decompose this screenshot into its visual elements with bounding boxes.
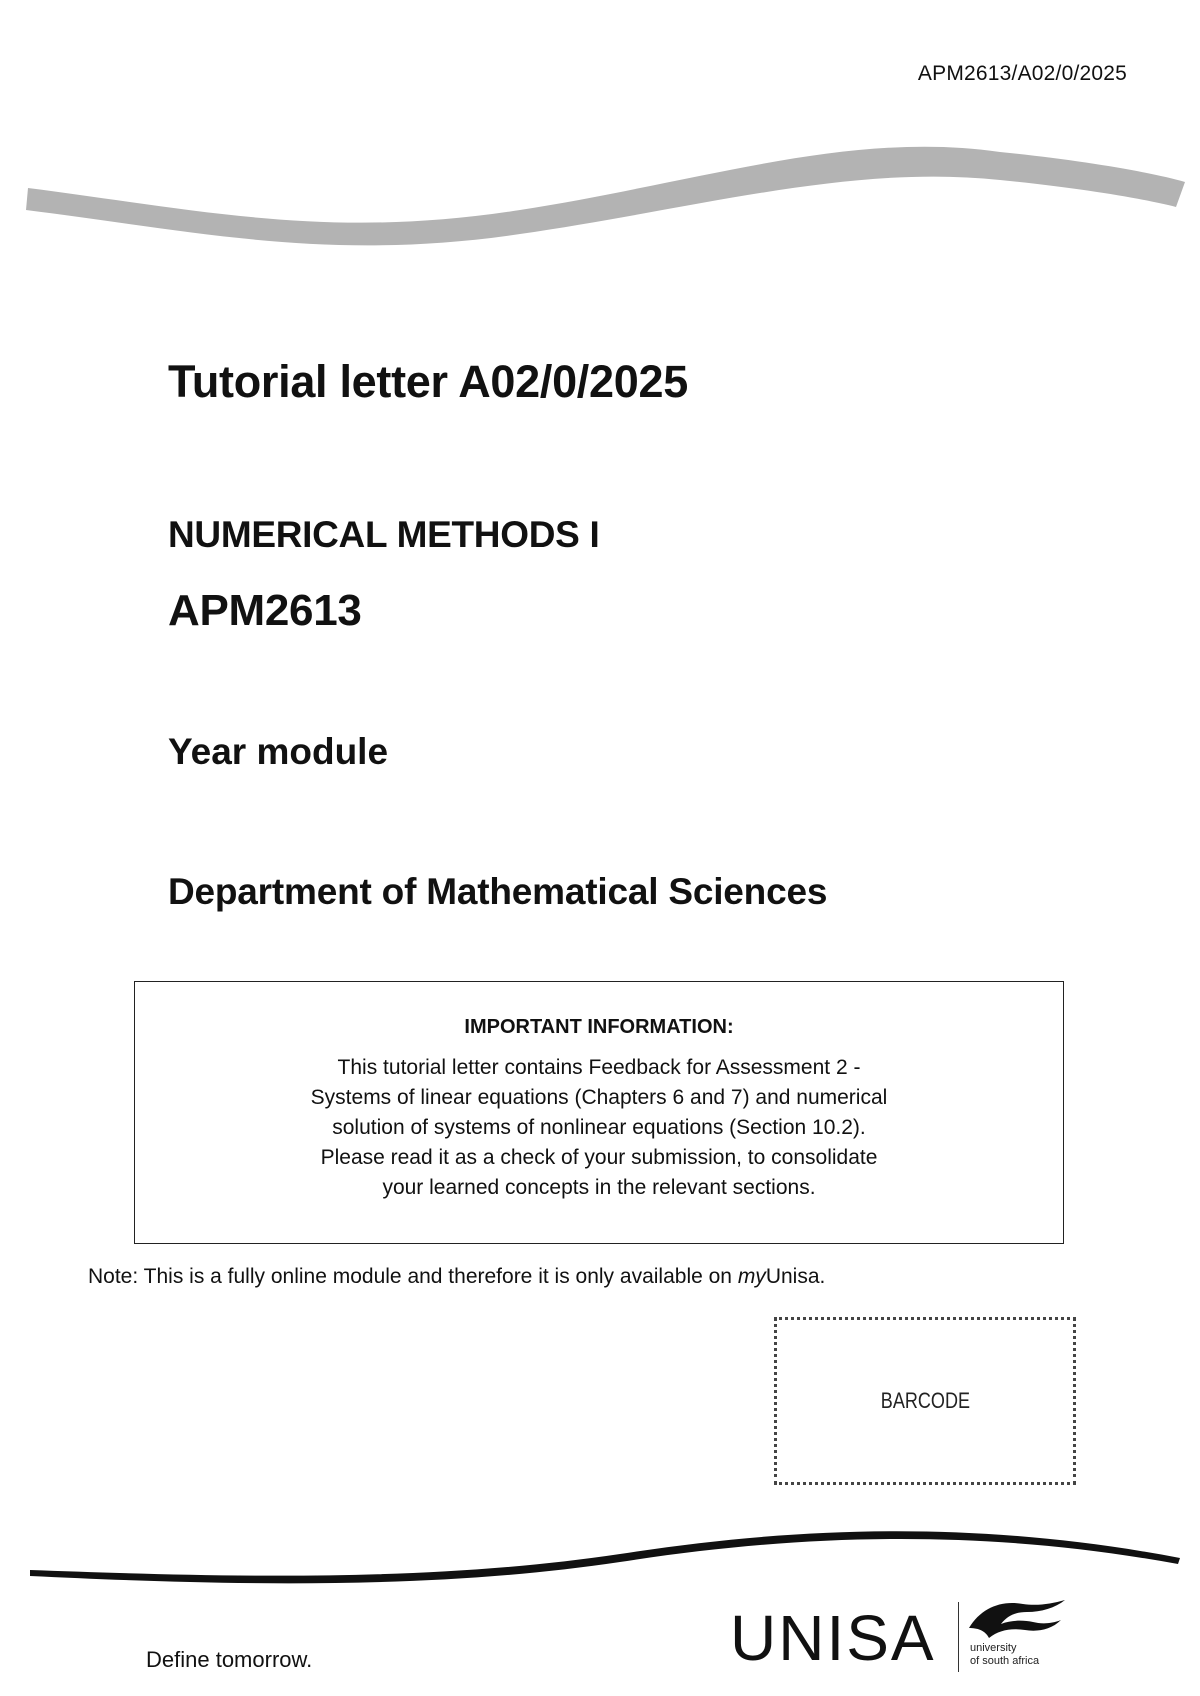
logo-wordmark: UNISA bbox=[730, 1602, 936, 1674]
module-name: NUMERICAL METHODS I bbox=[168, 514, 600, 555]
important-information-box bbox=[134, 981, 1064, 1244]
logo-divider bbox=[958, 1602, 959, 1672]
document-reference: APM2613/A02/0/2025 bbox=[917, 62, 1127, 85]
module-type: Year module bbox=[168, 731, 389, 772]
logo-subtitle-line: of south africa bbox=[970, 1655, 1040, 1667]
footer-tagline: Define tomorrow. bbox=[146, 1647, 313, 1672]
logo-subtitle-line: university bbox=[970, 1642, 1017, 1654]
bottom-decorative-wave bbox=[0, 1510, 1200, 1600]
unisa-logo bbox=[730, 1598, 1090, 1678]
note-brand-italic: my bbox=[737, 1265, 766, 1288]
module-code: APM2613 bbox=[168, 586, 362, 635]
important-information-heading: IMPORTANT INFORMATION: bbox=[464, 1016, 734, 1038]
page-title: Tutorial letter A02/0/2025 bbox=[168, 356, 688, 407]
note-brand: Unisa bbox=[765, 1265, 820, 1288]
barcode-placeholder bbox=[774, 1317, 1076, 1485]
info-line: your learned concepts in the relevant sections. bbox=[382, 1176, 816, 1199]
bird-icon bbox=[967, 1598, 1067, 1642]
info-line: solution of systems of nonlinear equations (Section 10.2). bbox=[332, 1116, 866, 1139]
online-module-note bbox=[88, 1265, 825, 1289]
info-line: Please read it as a check of your submission, to consolidate bbox=[320, 1146, 878, 1169]
barcode-label: BARCODE bbox=[880, 1388, 970, 1413]
info-line: Systems of linear equations (Chapters 6 and 7) and numerical bbox=[310, 1086, 888, 1109]
note-suffix: . bbox=[819, 1265, 826, 1288]
department-name: Department of Mathematical Sciences bbox=[168, 871, 828, 912]
logo-subtitle bbox=[970, 1642, 1039, 1668]
info-line: This tutorial letter contains Feedback for Assessment 2 - bbox=[337, 1056, 861, 1079]
top-decorative-wave bbox=[0, 130, 1200, 250]
note-text: Note: This is a fully online module and therefore it is only available on bbox=[88, 1265, 738, 1288]
important-information-body bbox=[249, 1053, 949, 1203]
